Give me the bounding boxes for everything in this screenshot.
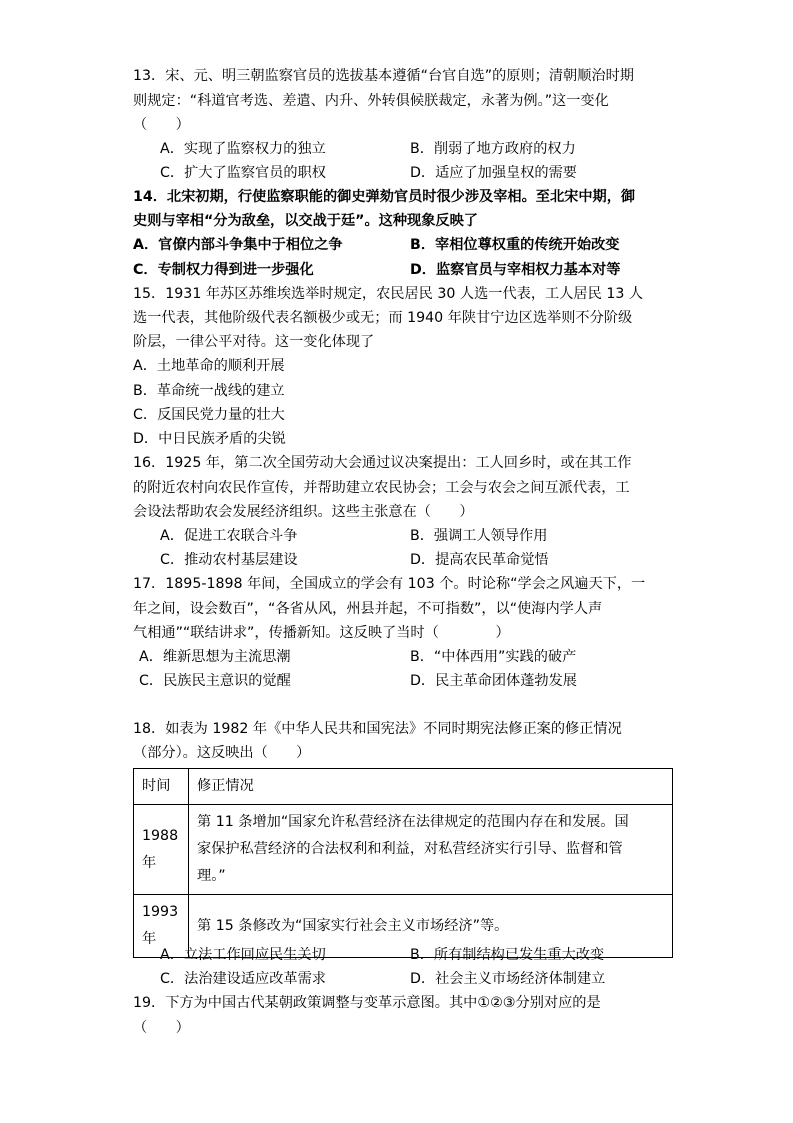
amendment-text-line: 第 15 条修改为“国家实行社会主义市场经济”等。 bbox=[197, 917, 509, 934]
q14-option-d[interactable]: D．监察官员与宰相权力基本对等 bbox=[410, 262, 621, 278]
q16-option-b[interactable]: B．强调工人领导作用 bbox=[410, 528, 548, 544]
q16-stem-line3: 会设法帮助农会发展经济组织。这些主张意在（ ） bbox=[133, 504, 474, 520]
amendment-text-line: 理。” bbox=[197, 868, 226, 884]
year-unit: 年 bbox=[142, 854, 157, 871]
q13-stem-line2: 则规定：“科道官考选、差遣、内升、外转俱候朕裁定，永著为例。”这一变化 bbox=[133, 93, 609, 109]
q15-stem-line2: 选一代表，其他阶级代表名额极少或无；而 1940 年陕甘宁边区选举则不分阶级 bbox=[133, 310, 633, 326]
year-number: 1993 bbox=[142, 904, 179, 920]
q13-stem-line3: （ ） bbox=[133, 117, 190, 133]
q13-option-c[interactable]: C．扩大了监察官员的职权 bbox=[160, 165, 326, 181]
q13-option-d[interactable]: D．适应了加强皇权的需要 bbox=[410, 165, 577, 181]
q17-stem-line1: 17．1895-1898 年间，全国成立的学会有 103 个。时论称“学会之风遍天下，一 bbox=[133, 576, 646, 592]
q19-stem-line1: 19．下方为中国古代某朝政策调整与变革示意图。其中①②③分别对应的是 bbox=[133, 995, 601, 1011]
amendment-text-line: 家保护私营经济的合法权利和利益，对私营经济实行引导、监督和管 bbox=[197, 841, 623, 857]
q15-stem-line1: 15．1931 年苏区苏维埃选举时规定，农民居民 30 人选一代表，工人居民 13 人 bbox=[133, 286, 644, 302]
table-header-amendment: 修正情况 bbox=[189, 769, 673, 805]
q18-option-d[interactable]: D．社会主义市场经济体制建立 bbox=[410, 971, 606, 987]
table-header-time: 时间 bbox=[134, 769, 189, 805]
q16-option-d[interactable]: D．提高农民革命觉悟 bbox=[410, 552, 549, 568]
q18-option-b[interactable]: B．所有制结构已发生重大改变 bbox=[410, 947, 605, 963]
q16-stem-line2: 的附近农村向农民作宣传，并帮助建立农民协会；工会与农会之间互派代表，工 bbox=[133, 480, 630, 496]
q15-option-a[interactable]: A．土地革命的顺利开展 bbox=[133, 358, 285, 374]
q15-option-b[interactable]: B．革命统一战线的建立 bbox=[133, 383, 285, 399]
q15-option-d[interactable]: D．中日民族矛盾的尖锐 bbox=[133, 431, 286, 447]
table-row bbox=[134, 805, 673, 895]
q16-stem-line1: 16．1925 年，第二次全国劳动大会通过议决案提出：工人回乡时，或在其工作 bbox=[133, 455, 632, 471]
q18-option-a[interactable]: A．立法工作回应民生关切 bbox=[160, 947, 326, 963]
q15-stem-line3: 阶层，一律公平对待。这一变化体现了 bbox=[133, 334, 375, 350]
q17-option-b[interactable]: B．“中体西用”实践的破产 bbox=[410, 649, 577, 665]
year-unit: 年 bbox=[142, 931, 157, 947]
q17-stem-line3: 气相通”“联结讲求”，传播新知。这反映了当时（ ） bbox=[133, 625, 510, 641]
q14-option-b[interactable]: B．宰相位尊权重的传统开始改变 bbox=[410, 237, 620, 253]
q13-option-a[interactable]: A．实现了监察权力的独立 bbox=[160, 141, 326, 157]
year-number: 1988 bbox=[142, 827, 179, 844]
q18-option-c[interactable]: C．法治建设适应改革需求 bbox=[160, 971, 326, 987]
q15-option-c[interactable]: C．反国民党力量的壮大 bbox=[133, 407, 285, 423]
q18-stem-line1: 18．如表为 1982 年《中华人民共和国宪法》不同时期宪法修正案的修正情况 bbox=[133, 721, 622, 737]
q17-option-c[interactable]: C．民族民主意识的觉醒 bbox=[139, 673, 291, 689]
q14-option-a[interactable]: A．官僚内部斗争集中于相位之争 bbox=[133, 237, 343, 253]
q17-option-a[interactable]: A．维新思想为主流思潮 bbox=[139, 649, 291, 665]
q19-stem-line2: （ ） bbox=[133, 1020, 190, 1036]
q18-stem-line2: （部分）。这反映出（ ） bbox=[133, 745, 311, 761]
q16-option-a[interactable]: A．促进工农联合斗争 bbox=[160, 528, 298, 544]
q17-option-d[interactable]: D．民主革命团体蓬勃发展 bbox=[410, 673, 577, 689]
q14-stem-line2: 史则与宰相“分为敌垒，以交战于廷”。这种现象反映了 bbox=[133, 213, 478, 229]
q13-stem-line1: 13．宋、元、明三朝监察官员的选拔基本遵循“台官自选”的原则；清朝顺治时期 bbox=[133, 68, 634, 84]
q13-option-b[interactable]: B．削弱了地方政府的权力 bbox=[410, 141, 576, 157]
table-header-row bbox=[134, 769, 673, 805]
q17-stem-line2: 年之间，设会数百”，“各省从风，州县并起，不可指数”，以“使海内学人声 bbox=[133, 601, 603, 617]
q16-option-c[interactable]: C．推动农村基层建设 bbox=[160, 552, 298, 568]
table-cell-year bbox=[134, 805, 189, 895]
q14-option-c[interactable]: C．专制权力得到进一步强化 bbox=[133, 262, 314, 278]
q14-stem-line1: 14．北宋初期，行使监察职能的御史弹劾官员时很少涉及宰相。至北宋中期，御 bbox=[133, 189, 636, 205]
amendment-text-line: 第 11 条增加“国家允许私营经济在法律规定的范围内存在和发展。国 bbox=[197, 814, 629, 830]
constitution-amendment-table bbox=[133, 768, 673, 958]
table-cell-amendment bbox=[189, 805, 673, 895]
